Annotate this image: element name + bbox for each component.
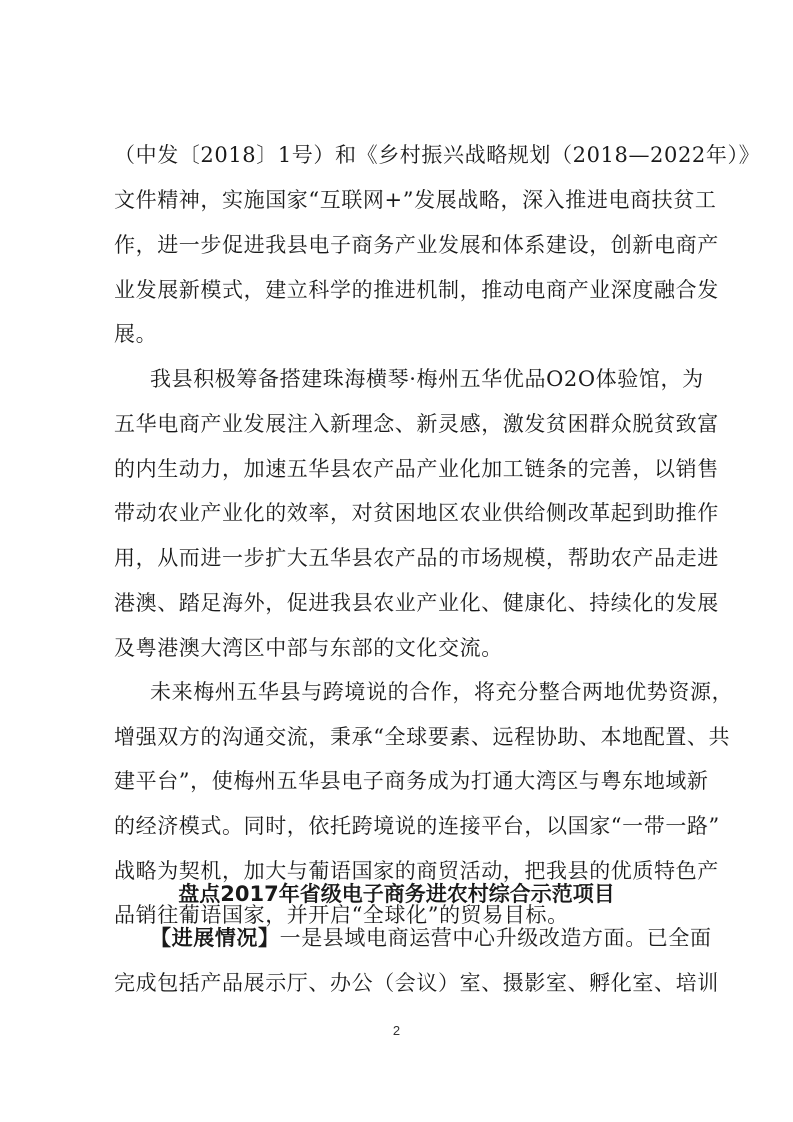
text-line: 的经济模式。同时，依托跨境说的连接平台，以国家“一带一路” [114,814,720,838]
text-line: 我县积极筹备搭建珠海横琴·梅州五华优品O2O体验馆，为 [150,367,704,391]
section-heading: 盘点2017年省级电子商务进农村综合示范项目 [178,882,615,906]
progress-label: 【进展情况】 [150,926,280,950]
text-line: 作，进一步促进我县电子商务产业发展和体系建设，创新电商产 [114,233,719,257]
text-line: 展。 [114,322,158,346]
text-line: 增强双方的沟通交流，秉承“全球要素、远程协助、本地配置、共 [114,725,731,749]
page-number: 2 [392,1023,401,1038]
text-line: 文件精神，实施国家“互联网+”发展战略，深入推进电商扶贫工 [114,188,717,212]
text-line: 及粤港澳大湾区中部与东部的文化交流。 [114,636,503,660]
text-line: 业发展新模式，建立科学的推进机制，推动电商产业深度融合发 [114,278,719,302]
text-line: 战略为契机，加大与葡语国家的商贸活动，把我县的优质特色产 [114,859,719,883]
text-line: 品销往葡语国家，并开启“全球化”的贸易目标。 [114,903,569,927]
text-line: 完成包括产品展示厅、办公（会议）室、摄影室、孵化室、培训 [114,971,719,995]
text-line: 五华电商产业发展注入新理念、新灵感，激发贫困群众脱贫致富 [114,412,719,436]
text-line: 的内生动力，加速五华县农产品产业化加工链条的完善，以销售 [114,457,719,481]
text-line: （中发〔2018〕1号）和《乡村振兴战略规划（2018—2022年）》 [114,143,761,167]
text-line: 未来梅州五华县与跨境说的合作，将充分整合两地优势资源， [150,680,734,704]
text-line [150,922,712,954]
text-span: 一是县域电商运营中心升级改造方面。已全面 [279,926,712,950]
text-line: 建平台”，使梅州五华县电子商务成为打通大湾区与粤东地域新 [114,769,709,793]
text-line: 用，从而进一步扩大五华县农产品的市场规模，帮助农产品走进 [114,546,719,570]
text-line: 带动农业产业化的效率，对贫困地区农业供给侧改革起到助推作 [114,501,719,525]
text-line: 港澳、踏足海外，促进我县农业产业化、健康化、持续化的发展 [114,591,719,615]
